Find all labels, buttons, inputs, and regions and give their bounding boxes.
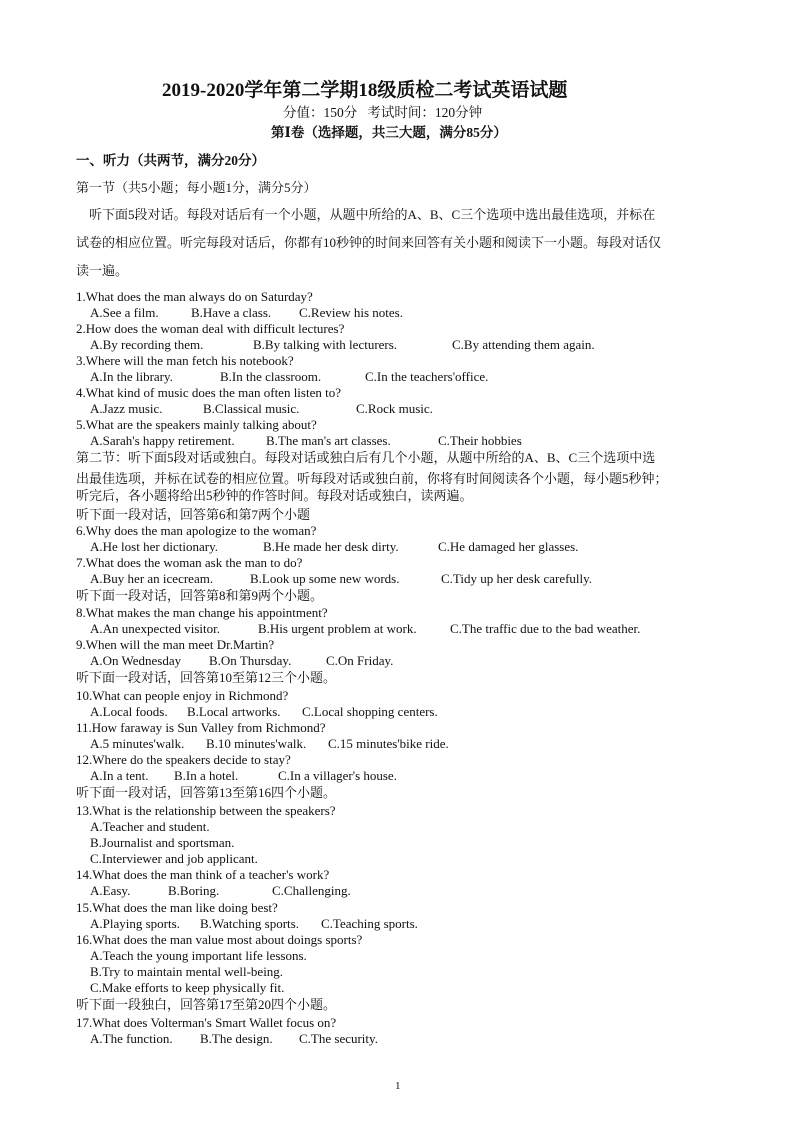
option-a[interactable]: A.Easy. [90, 883, 131, 898]
option-a[interactable]: A.See a film. [90, 305, 159, 320]
option-b[interactable]: B.Have a class. [191, 305, 272, 320]
section2-instruction-line: 出最佳选项，并标在试卷的相应位置。听每段对话或独白前，你将有时间阅读各个小题，每小题5秒钟； [76, 471, 668, 486]
option-b[interactable]: B.Try to maintain mental well-being. [90, 964, 284, 979]
option-c[interactable]: C.In the teachers'office. [365, 369, 489, 384]
section2-instruction-line: 听完后，各小题将给出5秒钟的作答时间。每段对话或独白，读两遍。 [76, 488, 473, 503]
option-a[interactable]: A.Buy her an icecream. [90, 571, 214, 586]
question-stem: 17.What does Volterman's Smart Wallet focus on? [76, 1015, 337, 1030]
option-c[interactable]: C.Local shopping centers. [302, 704, 438, 719]
section2-instruction-line: 第二节：听下面5段对话或独白。每段对话或独白后有几个小题，从题中所给的A、B、C三个选项中选 [76, 450, 656, 465]
option-c[interactable]: C.Teaching sports. [321, 916, 418, 931]
exam-title: 2019-2020学年第二学期18级质检二考试英语试题 [162, 80, 568, 101]
score-time: 分值：150分 考试时间：120分钟 [283, 105, 483, 120]
option-c[interactable]: C.On Friday. [326, 653, 394, 668]
listening-cue: 听下面一段对话，回答第10至第12三个小题。 [76, 670, 337, 685]
option-b[interactable]: B.Journalist and sportsman. [90, 835, 235, 850]
option-c[interactable]: C.In a villager's house. [278, 768, 397, 783]
listening-cue: 听下面一段对话，回答第6和第7两个小题 [76, 507, 311, 522]
option-a[interactable]: A.Playing sports. [90, 916, 180, 931]
question-stem: 10.What can people enjoy in Richmond? [76, 688, 289, 703]
option-b[interactable]: B.The man's art classes. [266, 433, 391, 448]
section1-instruction-line: 读一遍。 [76, 263, 129, 278]
option-c[interactable]: C.The security. [299, 1031, 378, 1046]
option-a[interactable]: A.5 minutes'walk. [90, 736, 185, 751]
question-stem: 11.How faraway is Sun Valley from Richmond? [76, 720, 326, 735]
listening-cue: 听下面一段独白，回答第17至第20四个小题。 [76, 997, 337, 1012]
option-a[interactable]: A.Jazz music. [90, 401, 163, 416]
option-b[interactable]: B.Look up some new words. [250, 571, 400, 586]
option-b[interactable]: B.He made her desk dirty. [263, 539, 399, 554]
option-a[interactable]: A.On Wednesday [90, 653, 182, 668]
question-stem: 8.What makes the man change his appointment? [76, 605, 328, 620]
question-stem: 14.What does the man think of a teacher's work? [76, 867, 330, 882]
option-a[interactable]: A.Local foods. [90, 704, 168, 719]
option-b[interactable]: B.Local artworks. [187, 704, 281, 719]
option-b[interactable]: B.The design. [200, 1031, 273, 1046]
option-c[interactable]: C.He damaged her glasses. [438, 539, 579, 554]
option-a[interactable]: A.Teacher and student. [90, 819, 210, 834]
option-c[interactable]: C.Their hobbies [438, 433, 522, 448]
part-one-heading: 第Ⅰ卷（选择题，共三大题，满分85分） [271, 125, 507, 140]
question-stem: 3.Where will the man fetch his notebook? [76, 353, 294, 368]
question-stem: 13.What is the relationship between the speakers? [76, 803, 336, 818]
option-a[interactable]: A.In the library. [90, 369, 173, 384]
option-b[interactable]: B.In the classroom. [220, 369, 322, 384]
option-c[interactable]: C.Review his notes. [299, 305, 403, 320]
question-stem: 16.What does the man value most about doings sports? [76, 932, 363, 947]
section1-heading: 第一节（共5小题；每小题1分，满分5分） [76, 180, 317, 195]
question-stem: 9.When will the man meet Dr.Martin? [76, 637, 275, 652]
question-stem: 2.How does the woman deal with difficult lectures? [76, 321, 345, 336]
question-stem: 4.What kind of music does the man often listen to? [76, 385, 341, 400]
option-c[interactable]: C.15 minutes'bike ride. [328, 736, 449, 751]
option-c[interactable]: C.Challenging. [272, 883, 351, 898]
option-a[interactable]: A.The function. [90, 1031, 173, 1046]
question-stem: 5.What are the speakers mainly talking about? [76, 417, 317, 432]
option-c[interactable]: C.Make efforts to keep physically fit. [90, 980, 285, 995]
option-a[interactable]: A.He lost her dictionary. [90, 539, 219, 554]
option-b[interactable]: B.On Thursday. [209, 653, 292, 668]
listening-heading: 一、听力（共两节，满分20分） [76, 153, 265, 168]
option-a[interactable]: A.Sarah's happy retirement. [90, 433, 235, 448]
option-b[interactable]: B.Boring. [168, 883, 220, 898]
section1-instruction-line: 听下面5段对话。每段对话后有一个小题，从题中所给的A、B、C三个选项中选出最佳选项，并标在 [76, 207, 656, 222]
option-b[interactable]: B.His urgent problem at work. [258, 621, 417, 636]
question-stem: 6.Why does the man apologize to the woman? [76, 523, 317, 538]
listening-cue: 听下面一段对话，回答第8和第9两个小题。 [76, 588, 324, 603]
question-stem: 15.What does the man like doing best? [76, 900, 278, 915]
option-b[interactable]: B.By talking with lecturers. [253, 337, 398, 352]
question-stem: 7.What does the woman ask the man to do? [76, 555, 303, 570]
option-a[interactable]: A.In a tent. [90, 768, 149, 783]
listening-cue: 听下面一段对话，回答第13至第16四个小题。 [76, 785, 337, 800]
section1-instruction-line: 试卷的相应位置。听完每段对话后，你都有10秒钟的时间来回答有关小题和阅读下一小题。每段对话仅 [76, 235, 662, 250]
option-b[interactable]: B.10 minutes'walk. [206, 736, 307, 751]
option-c[interactable]: C.Rock music. [356, 401, 433, 416]
option-a[interactable]: A.By recording them. [90, 337, 204, 352]
option-c[interactable]: C.Interviewer and job applicant. [90, 851, 258, 866]
question-stem: 1.What does the man always do on Saturday? [76, 289, 313, 304]
option-c[interactable]: C.Tidy up her desk carefully. [441, 571, 593, 586]
option-b[interactable]: B.Watching sports. [200, 916, 299, 931]
option-b[interactable]: B.In a hotel. [174, 768, 239, 783]
option-b[interactable]: B.Classical music. [203, 401, 300, 416]
option-c[interactable]: C.By attending them again. [452, 337, 595, 352]
question-stem: 12.Where do the speakers decide to stay? [76, 752, 291, 767]
option-a[interactable]: A.An unexpected visitor. [90, 621, 220, 636]
page-number: 1 [395, 1080, 401, 1092]
option-c[interactable]: C.The traffic due to the bad weather. [450, 621, 641, 636]
option-a[interactable]: A.Teach the young important life lessons. [90, 948, 307, 963]
